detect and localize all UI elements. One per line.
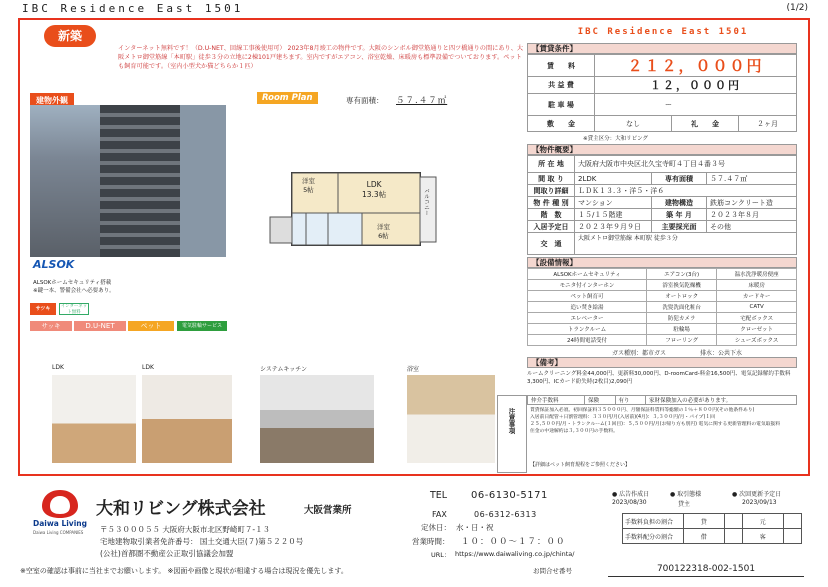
notes-h2: 保険: [585, 396, 616, 405]
balcony-label: バルコニー: [423, 188, 429, 216]
layout-detail-value: ＬＤＫ１３.３・洋５・洋６: [575, 185, 797, 197]
ad-created-date: 2023/08/30: [612, 499, 647, 506]
internet-free-icon: インターネット無料: [60, 304, 88, 315]
equipment-item: 床暖房: [717, 280, 797, 291]
notes-table: [527, 395, 797, 405]
company-license: 宅地建物取引業者免許番号： 国土交通大臣(７)第５２２０号: [100, 537, 304, 546]
company-name: 大和リビング株式会社: [96, 499, 266, 519]
fee-burden-label: 手数料負担の割合: [623, 514, 684, 529]
tel-label: TEL: [430, 490, 448, 501]
fax-number: 06-6312-6313: [474, 510, 537, 519]
notes-footer: 【詳細はペット飼育規程をご参照ください】: [530, 462, 631, 468]
key-money-label: 礼 金: [672, 116, 739, 132]
equipment-item: ALSOKホームセキュリティ: [528, 269, 647, 280]
common-fee-value: １２，０００円: [595, 77, 797, 94]
equipment-item: シューズボックス: [717, 335, 797, 346]
property-section-header: 【物件概要】: [527, 144, 797, 155]
fee-burden-lessor: 貸: [684, 514, 725, 529]
aspect-value: その他: [707, 221, 797, 233]
equipment-item: 温水洗浄暖房便座: [717, 269, 797, 280]
rent-label: 賃 料: [528, 55, 595, 77]
photo-caption: LDK: [52, 364, 64, 371]
notes-body: 賃貸保証加入必須。初回保証料３５０００円、月額保証料賃料等総額の１％＋８００円(その他条件あり) 入居前日配管＋日割管理料：３３０円/月(入居前)(4月)：３,３００円/月・パイプ)１回 ２５,５００円/月・トランクルーム(１回目)：５,５００円/月(お帰り方も別円) 電気に関する更新管理料の電気取扱料 住金の中途解約は３,３００円の手数料。: [530, 408, 781, 434]
equipment-row: [528, 313, 797, 324]
ad-created-label: ● 広告作成日: [612, 491, 650, 498]
parking-label: 駐 車 場: [528, 94, 595, 116]
structure-value: 鉄筋コンクリート造: [707, 197, 797, 209]
gas-type: ガス種別：都市ガス: [612, 350, 667, 357]
type-label: 物 件 種 別: [528, 197, 575, 209]
photo-caption: システムキッチン: [260, 366, 307, 373]
equipment-item: ペット飼育可: [528, 291, 647, 302]
alsok-note: ALSOKホームセキュリティ搭載: [33, 280, 112, 286]
photo-ldk-2: [142, 375, 232, 463]
right-title: IBC Residence East 1501: [577, 27, 749, 37]
equipment-row: [528, 302, 797, 313]
bedroom1-label: 洋室 5帖: [302, 177, 315, 194]
key-money-value: ２ヶ月: [739, 116, 797, 132]
equipment-item: 防犯カメラ: [646, 313, 716, 324]
tag-dunet: D.U-NET: [74, 321, 126, 331]
remarks-text: ルームクリーニング料金44,000円、更新料30,000円、D-roomCard-料金16,500円、電気記録解約手数料3,300円、ICカード紛失時(2枚目)2,090円: [527, 371, 791, 385]
fee-burden-owner: 元: [742, 514, 783, 529]
photo-ldk-1: [52, 375, 136, 463]
url-label: URL：: [431, 551, 451, 559]
rent-table: [527, 54, 797, 132]
fee-split-table: [622, 513, 802, 544]
equipment-item: 24時間電話受付: [528, 335, 647, 346]
move-in-value: ２０２３年９月９日: [575, 221, 652, 233]
equipment-row: [528, 291, 797, 302]
notes-h3: 有り: [615, 396, 646, 405]
deposit-label: 敷 金: [528, 116, 595, 132]
footer-notice: ※空室の確認は事前に当社までお願いします。 ※図面や画像と現状が相違する場合は現況を優先します。: [20, 567, 348, 575]
equipment-item: オートロック: [646, 291, 716, 302]
rent-value: ２１２，０００円: [627, 57, 764, 75]
address-label: 所 在 地: [528, 156, 575, 173]
room-plan-label: Room Plan: [257, 92, 318, 104]
photo-caption: LDK: [142, 364, 154, 371]
fee-split-client: 客: [742, 529, 783, 544]
photo-bathroom: [407, 375, 495, 463]
satsuki-logo: サツキ: [30, 303, 56, 315]
equipment-item: エレベーター: [528, 313, 647, 324]
drain-type: 排水：公共下水: [700, 350, 743, 357]
fee-split-label: 手数料配分の割合: [623, 529, 684, 544]
equipment-item: CATV: [717, 302, 797, 313]
alsok-note-2: ※鍵一本、警備会社へ必要あり。: [33, 288, 115, 294]
exterior-label: 建物外観: [30, 93, 74, 108]
built-label: 築 年 月: [652, 209, 707, 221]
common-fee-label: 共 益 費: [528, 77, 595, 94]
aspect-label: 主要採光面: [652, 221, 707, 233]
equipment-item: カードキー: [717, 291, 797, 302]
built-value: ２０２３年８月: [707, 209, 797, 221]
tag-pet: ペット: [128, 321, 174, 331]
next-update-date: 2023/09/13: [742, 499, 777, 506]
ldk-label: LDK 13.3帖: [362, 180, 387, 199]
branch-name: 大阪営業所: [304, 505, 352, 516]
notes-side: [497, 395, 527, 473]
remarks-section-header: 【備考】: [527, 357, 797, 368]
equipment-row: [528, 269, 797, 280]
area-value: ５７.４７㎡: [396, 96, 448, 106]
type-value: マンション: [575, 197, 652, 209]
floor-value: １５/１５階建: [575, 209, 652, 221]
floor-label: 階 数: [528, 209, 575, 221]
layout-label: 間 取 り: [528, 173, 575, 185]
alsok-logo: ALSOK: [33, 258, 75, 271]
parking-value: ー: [595, 94, 797, 116]
holiday-value: 水・日・祝: [456, 523, 494, 532]
transaction-value: 貸主: [678, 501, 691, 508]
building-facade: [100, 105, 180, 257]
equipment-item: 宅配ボックス: [717, 313, 797, 324]
rent-section-header: 【賃貸条件】: [527, 43, 797, 54]
holiday-label: 定休日：: [421, 523, 451, 532]
notes-h1: 仲介手数料: [528, 396, 585, 405]
logo-subtext: Daiwa Living COMPANIES: [33, 530, 84, 535]
company-url[interactable]: https://www.daiwaliving.co.jp/chinta/: [455, 550, 575, 558]
tel-number: 06-6130-5171: [471, 490, 548, 501]
property-table: [527, 155, 797, 255]
equipment-row: [528, 280, 797, 291]
inquiry-label: お問合せ番号: [533, 567, 572, 575]
equipment-item: 洗髪洗面化粧台: [646, 302, 716, 313]
notes-title: 注意事項: [507, 408, 516, 434]
equipment-item: クローゼット: [717, 324, 797, 335]
daiwa-living-logo-icon: [40, 488, 80, 520]
address-value: 大阪府大阪市中央区北久宝寺町４丁目４番３号: [575, 156, 797, 173]
fee-split-lessor: 借: [684, 529, 725, 544]
equipment-row: [528, 324, 797, 335]
company-address: 〒５３０００５５ 大阪府大阪市北区野崎町７-１３: [100, 525, 271, 534]
inquiry-number: 700122318-002-1501: [608, 564, 804, 577]
equipment-item: モニタ付インターホン: [528, 280, 647, 291]
floor-plan-drawing: [262, 165, 447, 250]
hours-value: １０：００～１７：００: [461, 537, 566, 547]
sky-area: [180, 105, 226, 257]
tag-bicycle: 電気駐輪サービス: [177, 321, 227, 331]
company-association: (公社)首都圏不動産公正取引協議会加盟: [100, 549, 234, 558]
bedroom2-label: 洋室 6帖: [377, 223, 390, 240]
logo-text: Daiwa Living: [33, 519, 87, 528]
photo-kitchen: [260, 375, 374, 463]
equipment-item: 駐輪場: [646, 324, 716, 335]
equipment-section-header: 【設備情報】: [527, 257, 797, 268]
deposit-value: なし: [595, 116, 672, 132]
exterior-photo: [30, 105, 226, 257]
next-update-label: ● 次回更新予定日: [732, 491, 782, 498]
hours-label: 営業時間：: [412, 537, 450, 546]
transaction-label: ● 取引態様: [670, 491, 702, 498]
fax-label: FAX: [432, 510, 447, 519]
area-label-table: 専有面積: [652, 173, 707, 185]
intro-text: インターネット無料です！（D.U-NET、回線工事後使用可） 2023年8月竣工の物件です。大阪のシンボル御堂筋通りと四ツ橋通りの間にあり、大阪メトロ御堂筋線「本町駅」徒歩３分の立地に2棟101戸建ちます。室内ですがエアコン、浴室乾燥、床暖房も標準設備でついております。ペットも飼育可能です。（室内小型犬か猫どちらか１匹）: [118, 45, 524, 70]
layout-value: 2LDK: [575, 173, 652, 185]
area-label: 専有面積：: [346, 96, 384, 105]
structure-label: 建物構造: [652, 197, 707, 209]
area-value-table: ５７.４７㎡: [707, 173, 797, 185]
notes-h4: 家財保険加入の必要があります。: [646, 396, 797, 405]
layout-detail-label: 間取り詳細: [528, 185, 575, 197]
equipment-row: [528, 335, 797, 346]
move-in-label: 入居予定日: [528, 221, 575, 233]
equipment-item: 追い焚き給湯: [528, 302, 647, 313]
equipment-item: トランクルーム: [528, 324, 647, 335]
equipment-table: [527, 268, 797, 346]
new-badge: 新築: [44, 25, 96, 47]
tag-satsuki: サッキ: [30, 321, 72, 331]
equipment-item: フローリング: [646, 335, 716, 346]
photo-caption: 浴室: [407, 366, 420, 373]
equipment-item: 浴室換気乾燥機: [646, 280, 716, 291]
transit-value: 大阪メトロ御堂筋線 本町駅 徒歩３分: [575, 233, 797, 255]
rent-note: ※貸主区分：大和リビング: [583, 136, 648, 142]
transit-label: 交 通: [528, 233, 575, 255]
page-number: (1/2): [786, 3, 808, 13]
equipment-item: エアコン(3台): [646, 269, 716, 280]
document-title: IBC Residence East 1501: [22, 2, 244, 15]
